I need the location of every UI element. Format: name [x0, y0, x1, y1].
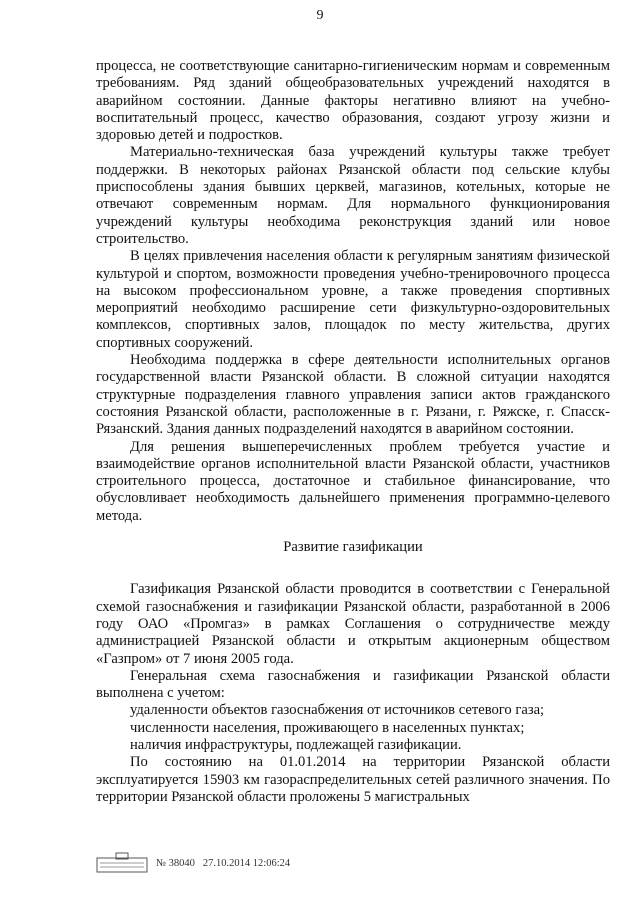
section-heading: Развитие газификации — [283, 539, 423, 556]
paragraph-sport: В целях привлечения населения области к регулярным занятиям физической культурой и спортом, возможности проведения учебно-тренировочного процесса на высоком профессиональном уровне, а также проведения спортивных мероприятий необходимо расширение сети физкультурно-оздоровительных комплексов, спортивных залов, площадок по месту жительства, других спортивных сооружений. — [96, 248, 610, 351]
document-footer — [96, 852, 290, 874]
page-number: 9 — [316, 8, 324, 23]
paragraph-continuation: процесса, не соответствующие санитарно-гигиеническим нормам и современным требованиям. Ряд зданий общеобразовательных учреждений находятся в аварийном состоянии. Данные факторы негативно влияют на учебно-воспитательный процесс, качество образования, создают угрозу жизни и здоровью детей и подростков. — [96, 58, 610, 144]
document-timestamp: 27.10.2014 12:06:24 — [202, 857, 291, 869]
paragraph-solution: Для решения вышеперечисленных проблем требуется участие и взаимодействие органов исполнительной власти Рязанской области, участников строительного процесса, достаточное и стабильное финансирование, что обусловливает необходимость дальнейшего применения программно-целевого метода. — [96, 438, 610, 524]
paragraph-government: Необходима поддержка в сфере деятельности исполнительных органов государственной власти Рязанской области. В сложной ситуации находятся структурные подразделения главного управления записи актов гражданского состояния Рязанской области, расположенные в г. Рязани, г. Ряжске, г. Спасск-Рязанский. Здания данных подразделений находятся в аварийном состоянии. — [96, 352, 610, 438]
document-body — [96, 58, 610, 806]
list-item: наличия инфраструктуры, подлежащей газификации. — [130, 736, 462, 753]
spacer — [96, 569, 610, 581]
registry-stamp-icon — [96, 852, 148, 874]
paragraph-culture: Материально-техническая база учреждений культуры также требует поддержки. В некоторых районах Рязанской области под сельские клубы приспособлены здания бывших церквей, магазинов, котельных, которые не отвечают современным нормам. Для нормального функционирования учреждений культуры необходима реконструкция зданий или новое строительство. — [96, 144, 610, 247]
document-number: № 38040 — [156, 857, 195, 869]
list-item: численности населения, проживающего в населенных пунктах; — [130, 719, 525, 736]
paragraph-general-scheme: Генеральная схема газоснабжения и газификации Рязанской области выполнена с учетом: — [96, 667, 610, 702]
paragraph-gasification: Газификация Рязанской области проводится в соответствии с Генеральной схемой газоснабжения и газификации Рязанской области, разработанной в 2006 году ОАО «Промгаз» в рамках Соглашения о сотрудничестве между администрацией Рязанской области и открытым акционерным обществом «Газпром» от 7 июня 2005 года. — [96, 581, 610, 667]
list-item: удаленности объектов газоснабжения от источников сетевого газа; — [130, 702, 545, 719]
paragraph-gas-networks: По состоянию на 01.01.2014 на территории Рязанской области эксплуатируется 15903 км газораспределительных сетей различного значения. По территории Рязанской области проложены 5 магистральных — [96, 754, 610, 805]
